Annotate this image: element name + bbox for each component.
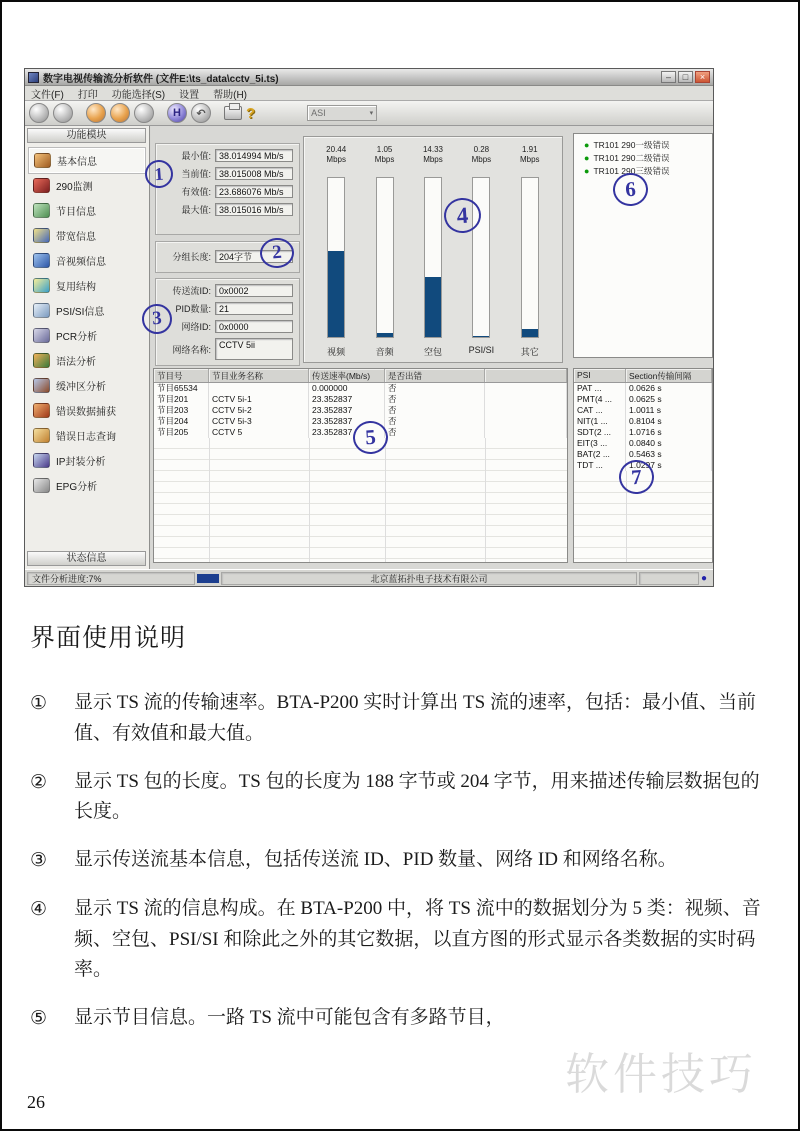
bar-audio-track — [376, 177, 394, 338]
item-number: ① — [30, 693, 48, 714]
annotation-7: 7 — [618, 459, 655, 495]
annotation-4: 4 — [443, 197, 482, 234]
bar-null — [411, 145, 455, 358]
bar-other-label: 其它 — [520, 347, 539, 357]
tree-item-level1[interactable]: ● TR101 290一级错误 — [584, 140, 670, 150]
item-text: 显示 TS 包的长度。TS 包的长度为 188 字节或 204 字节，用来描述传输层数据包的长度。 — [74, 770, 760, 823]
sidebar-header[interactable]: 功能模块 — [27, 128, 146, 143]
bar-psi-si-track — [472, 177, 490, 338]
item-number: ⑤ — [30, 1008, 48, 1030]
bar-audio-value: 1.05 Mbps — [374, 145, 395, 164]
bar-other — [508, 145, 552, 358]
network-name-label: 网络名称: — [172, 344, 211, 355]
tr290-monitor-icon — [33, 178, 50, 193]
instruction-item-2 — [30, 767, 762, 829]
bar-null-label: 空包 — [423, 347, 442, 357]
sidebar-item-buffer-analysis[interactable]: 缓冲区分析 — [29, 373, 145, 398]
error-capture-icon — [33, 403, 50, 418]
bar-other-track — [521, 177, 539, 338]
table-row[interactable]: TDT ... 1.0297 s — [574, 460, 712, 471]
bar-video-track — [327, 177, 345, 338]
sidebar-item-psi-si-info[interactable]: PSI/SI信息 — [29, 298, 145, 323]
instruction-item-5 — [30, 1003, 762, 1035]
title-bar[interactable] — [25, 69, 713, 86]
sidebar-item-290-monitor[interactable]: 290监测 — [29, 173, 145, 198]
sidebar-item-basic-info[interactable]: 基本信息 — [29, 148, 145, 173]
reset-icon[interactable]: ↶ — [191, 103, 211, 123]
bar-audio-label: 音频 — [375, 347, 394, 357]
green-status-icon: ● — [584, 140, 590, 150]
section-heading: 界面使用说明 — [30, 625, 187, 652]
mux-structure-icon — [33, 278, 50, 293]
table-row[interactable]: BAT(2 ... 0.5463 s — [574, 449, 712, 460]
table-row[interactable]: 节目203 CCTV 5i-2 23.352837 否 — [154, 405, 567, 416]
tree-item-level3[interactable]: ● TR101 290三级错误 — [584, 166, 670, 176]
sidebar-item-syntax-analysis[interactable]: 语法分析 — [29, 348, 145, 373]
sidebar-item-epg-analysis[interactable]: EPG分析 — [29, 473, 145, 498]
company-name: 北京蓝拓扑电子技术有限公司 — [370, 573, 488, 584]
psi-si-icon — [33, 303, 50, 318]
table-row[interactable]: SDT(2 ... 1.0716 s — [574, 427, 712, 438]
program-info-icon — [33, 203, 50, 218]
bar-other-fill — [522, 329, 538, 337]
bar-video — [314, 145, 358, 358]
spare-segment — [639, 572, 699, 585]
status-info-button[interactable]: 状态信息 — [27, 551, 146, 566]
empty-grid-rows — [154, 438, 567, 563]
bar-video-fill — [328, 251, 344, 337]
green-status-icon: ● — [584, 166, 590, 176]
bar-video-label: 视频 — [327, 347, 346, 357]
min-rate-field: 38.014994 Mb/s — [215, 149, 293, 162]
network-id-field: 0x0000 — [215, 320, 293, 333]
play-icon[interactable] — [86, 103, 106, 123]
stop-icon[interactable] — [134, 103, 154, 123]
sidebar-item-program-info[interactable]: 节目信息 — [29, 198, 145, 223]
progress-segment — [27, 572, 195, 585]
sidebar-item-av-info[interactable]: 音视频信息 — [29, 248, 145, 273]
progress-chunk — [197, 574, 219, 583]
table-row[interactable]: 节目65534 0.000000 否 — [154, 383, 567, 394]
instruction-item-4 — [30, 894, 762, 986]
error-log-icon — [33, 428, 50, 443]
ts-id-label: 传送流ID: — [172, 286, 211, 296]
close-button[interactable]: × — [695, 71, 710, 83]
window-title: 数字电视传输流分析软件 (文件E:\ts_data\cctv_5i.ts) — [43, 73, 279, 85]
search-icon[interactable] — [53, 103, 73, 123]
table-row[interactable]: PAT ... 0.0626 s — [574, 383, 712, 394]
tree-item-level2[interactable]: ● TR101 290二级错误 — [584, 153, 670, 163]
annotation-1: 1 — [144, 159, 174, 189]
network-id-label: 网络ID: — [181, 322, 211, 332]
table-row[interactable]: NIT(1 ... 0.8104 s — [574, 416, 712, 427]
menu-settings[interactable]: 设置 — [179, 89, 200, 101]
bar-other-value: 1.91 Mbps — [519, 145, 540, 164]
current-rate-field: 38.015008 Mb/s — [215, 167, 293, 180]
item-number: ② — [30, 771, 48, 793]
program-table — [153, 368, 568, 563]
audio-video-icon — [33, 253, 50, 268]
menu-file[interactable]: 文件(F) — [31, 89, 64, 101]
input-source-value: ASI — [311, 108, 326, 118]
packet-length-field: 204字节 — [215, 250, 293, 263]
item-text: 显示 TS 流的传输速率。BTA-P200 实时计算出 TS 流的速率，包括：最小值、当前值、有效值和最大值。 — [74, 692, 756, 744]
item-text: 显示传送流基本信息，包括传送流 ID、PID 数量、网络 ID 和网络名称。 — [74, 849, 677, 871]
app-icon — [28, 72, 39, 83]
bar-psi-si-fill — [473, 336, 489, 337]
effective-rate-field: 23.686076 Mb/s — [215, 185, 293, 198]
status-bar — [25, 569, 713, 586]
basic-info-icon — [34, 153, 51, 168]
help-icon[interactable]: ? — [246, 104, 256, 122]
min-rate-label: 最小值: — [181, 151, 211, 161]
program-table-header: 节目号 节目业务名称 传送速率(Mb/s) 是否出错 — [154, 369, 567, 383]
sidebar-item-error-capture[interactable]: 错误数据捕获 — [29, 398, 145, 423]
table-row[interactable]: EIT(3 ... 0.0840 s — [574, 438, 712, 449]
effective-rate-label: 有效值: — [181, 187, 211, 197]
tr290-error-tree — [573, 133, 713, 358]
status-dot-icon: ● — [700, 572, 707, 584]
instruction-item-3 — [30, 845, 762, 877]
app-window — [24, 68, 714, 587]
sidebar-item-mux-structure[interactable]: 复用结构 — [29, 273, 145, 298]
bandwidth-icon — [33, 228, 50, 243]
bar-audio-fill — [377, 333, 393, 337]
current-rate-label: 当前值: — [181, 169, 211, 179]
print-icon[interactable] — [224, 106, 242, 120]
max-rate-field: 38.015016 Mb/s — [215, 203, 293, 216]
menu-help[interactable]: 帮助(H) — [213, 89, 248, 101]
stream-info-panel — [155, 278, 300, 366]
table-row[interactable]: 节目205 CCTV 5 23.352837 否 — [154, 427, 567, 438]
sidebar-item-ip-analysis[interactable]: IP封装分析 — [29, 448, 145, 473]
table-row[interactable]: CAT ... 1.0011 s — [574, 405, 712, 416]
menu-bar — [25, 86, 713, 101]
ts-id-field: 0x0002 — [215, 284, 293, 297]
company-segment — [221, 572, 637, 585]
watermark: 软件技巧 — [565, 1050, 757, 1099]
bar-null-fill — [425, 277, 441, 337]
sidebar-item-error-log[interactable]: 错误日志查询 — [29, 423, 145, 448]
input-source-select[interactable] — [307, 105, 377, 121]
bar-psi-si-value: 0.28 Mbps — [471, 145, 492, 164]
hold-icon[interactable]: H — [167, 103, 187, 123]
network-name-field: CCTV 5ii — [215, 338, 293, 360]
pid-count-field: 21 — [215, 302, 293, 315]
annotation-6: 6 — [612, 172, 649, 207]
page-number: 26 — [27, 1092, 45, 1112]
sidebar-item-pcr-analysis[interactable]: PCR分析 — [29, 323, 145, 348]
toolbar — [25, 101, 713, 126]
open-file-icon[interactable] — [29, 103, 49, 123]
bar-null-value: 14.33 Mbps — [422, 145, 443, 164]
pcr-analysis-icon — [33, 328, 50, 343]
max-rate-label: 最大值: — [181, 205, 211, 215]
function-sidebar — [25, 126, 150, 569]
bar-video-value: 20.44 Mbps — [326, 145, 347, 164]
progress-label: 文件分析进度:7% — [32, 573, 102, 584]
minimize-button[interactable]: – — [661, 71, 676, 83]
pause-icon[interactable] — [110, 103, 130, 123]
item-number: ③ — [30, 850, 48, 872]
table-row[interactable]: 节目204 CCTV 5i-3 23.352837 否 — [154, 416, 567, 427]
instructions-section — [30, 618, 762, 1052]
buffer-analysis-icon — [33, 378, 50, 393]
table-row[interactable]: PMT(4 ... 0.0625 s — [574, 394, 712, 405]
bar-audio — [363, 145, 407, 358]
annotation-2: 2 — [259, 237, 295, 269]
annotation-5: 5 — [352, 420, 389, 455]
bar-psi-si-label: PSI/SI — [468, 345, 495, 355]
bar-psi-si — [459, 145, 503, 358]
maximize-button[interactable]: □ — [678, 71, 693, 83]
bar-null-track — [424, 177, 442, 338]
table-row[interactable]: 节目201 CCTV 5i-1 23.352837 否 — [154, 394, 567, 405]
item-number: ④ — [30, 898, 48, 920]
item-text: 显示节目信息。一路 TS 流中可能包含有多路节目， — [74, 1007, 505, 1029]
bitrate-histogram — [303, 136, 563, 363]
ip-analysis-icon — [33, 453, 50, 468]
packet-length-label: 分组长度: — [172, 252, 211, 262]
psi-table-header: PSI Section传输间隔 — [574, 369, 712, 383]
sidebar-item-bandwidth-info[interactable]: 带宽信息 — [29, 223, 145, 248]
green-status-icon: ● — [584, 153, 590, 163]
item-text: 显示 TS 流的信息构成。在 BTA-P200 中，将 TS 流中的数据划分为 5 类：视频、音频、空包、PSI/SI 和除此之外的其它数据，以直方图的形式显示各类数据的实时码率。 — [74, 897, 761, 981]
annotation-3: 3 — [141, 303, 173, 335]
menu-print[interactable]: 打印 — [77, 89, 98, 101]
rate-panel — [155, 143, 300, 235]
syntax-analysis-icon — [33, 353, 50, 368]
instruction-item-1 — [30, 688, 762, 750]
chevron-down-icon: ▾ — [369, 110, 374, 117]
epg-analysis-icon — [33, 478, 50, 493]
menu-function-select[interactable]: 功能选择(S) — [111, 89, 166, 101]
pid-count-label: PID数量: — [175, 304, 211, 314]
